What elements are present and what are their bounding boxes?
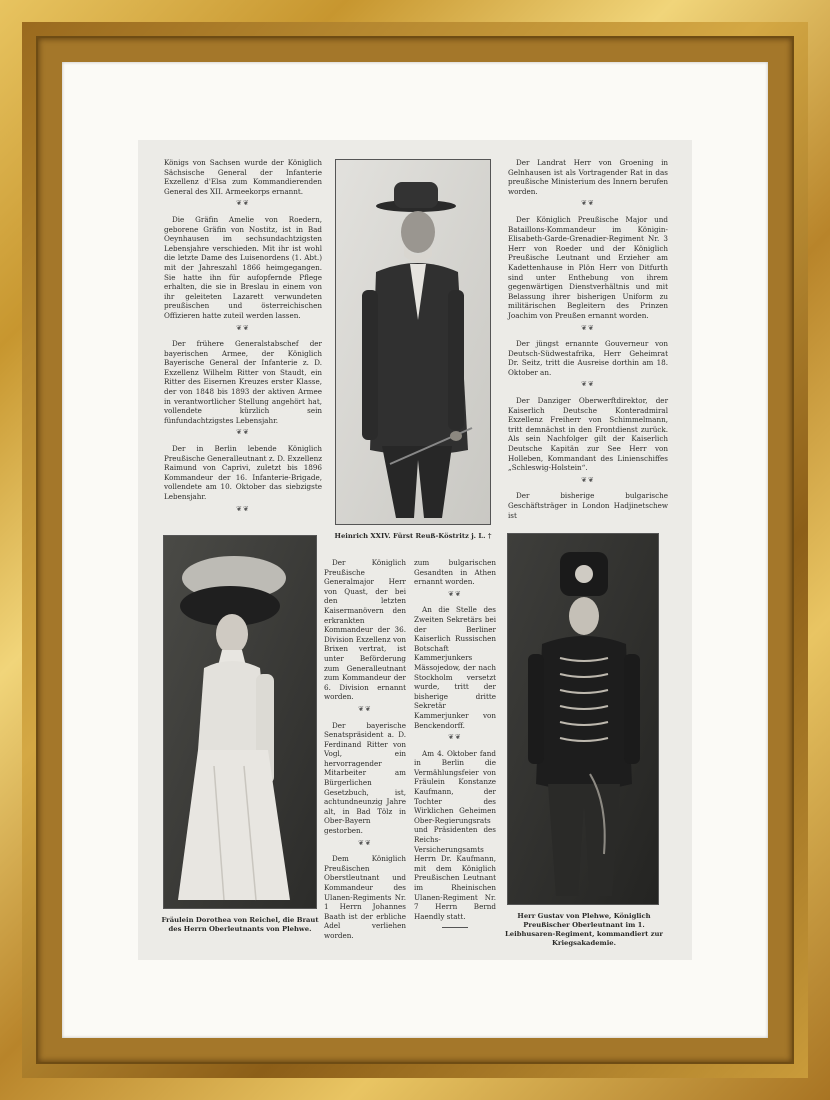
paragraph: Am 4. Oktober fand in Berlin die Vermählungsfeier von Fräulein Konstanze Kaufmann, der Tochter des Wirklichen Geheimen Ober-Regierungsrats und Präsidenten des Reichs-Versicherungsamts Herrn Dr. Kaufmann, mit dem Königlich Preußischen Leutnant im Rheinischen Ulanen-Regiment Nr. 7 Herrn Bernd Haendly statt.	[414, 748, 496, 921]
ornament: ❦❦	[581, 475, 595, 484]
paragraph: Der Danziger Oberwerftdirektor, der Kaiserlich Deutsche Konteradmiral Exzellenz Freiherr von Schimmelmann, tritt demnächst in den Frontdienst zurück. Als sein Nachfolger gilt der Kaiserlich Deutsche Kapitän zur See Herr von Holleben, Kommandant des Linienschiffes „Schleswig-Holstein“.	[508, 396, 668, 473]
paragraph: Der jüngst ernannte Gouverneur von Deutsch-Südwestafrika, Herr Geheimrat Dr. Seitz, tritt die Ausreise dorthin am 18. Oktober an.	[508, 339, 668, 377]
portrait-hussar-officer-image	[508, 534, 658, 904]
portrait-woman-image	[164, 536, 316, 908]
ornament: ❦❦	[448, 733, 462, 742]
caption-top-photo: Heinrich XXIV. Fürst Reuß-Köstritz j. L. †	[334, 532, 492, 540]
portrait-photo-dorothea	[164, 536, 316, 908]
ornament: ❦❦	[581, 323, 595, 332]
paragraph: Der in Berlin lebende Königlich Preußische Generalleutnant z. D. Exzellenz Raimund von Caprivi, zuletzt bis 1896 Kommandeur der 16. Infanterie-Brigade, vollendete am 10. Oktober das siebzigste Lebensjahr.	[164, 444, 322, 501]
paragraph: Dem Königlich Preußischen Oberstleutnant und Kommandeur des Ulanen-Regiments Nr. 1 Herrn Johannes Baath ist der erbliche Adel verliehen worden.	[324, 854, 406, 940]
caption-bottom-left-photo: Fräulein Dorothea von Reichel, die Braut des Herrn Oberleutnants von Plehwe.	[161, 916, 319, 933]
column-left-top	[164, 158, 322, 520]
paragraph: Der Landrat Herr von Groening in Gelnhausen ist als Vortragender Rat in das preußische Ministerium des Innern berufen worden.	[508, 158, 668, 196]
portrait-photo-gustav	[508, 534, 658, 904]
paragraph: zum bulgarischen Gesandten in Athen ernannt worden.	[414, 558, 496, 587]
end-rule	[442, 927, 468, 928]
column-right-top	[508, 158, 668, 523]
paragraph: An die Stelle des Zweiten Sekretärs bei der Berliner Kaiserlich Russischen Botschaft Kammerjunkers Mässojedow, der nach Stockholm versetzt wurde, tritt der bisherige dritte Sekretär Kammerjunker von Benckendorff.	[414, 605, 496, 730]
ornament: ❦❦	[358, 838, 372, 847]
column-middle-a	[324, 558, 406, 944]
ornament: ❦❦	[236, 504, 250, 513]
paragraph: Die Gräfin Amelie von Roedern, geborene Gräfin von Nostitz, ist in Bad Oeynhausen im sechsundachtzigsten Lebensjahre verschieden. Mit ihr ist wohl die letzte Dame des Luisenordens (1. Abt.) mit der Jahreszahl 1866 heimgegangen. Sie hatte ihn für aufopfernde Pflege erhalten, die sie in Breslau in einem von ihr geleiteten Lazarett verwundeten preußischen und österreichischen Offizieren hatte zuteil werden lassen.	[164, 214, 322, 320]
ornament: ❦❦	[358, 704, 372, 713]
paragraph: Der bisherige bulgarische Geschäftsträger in London Hadjinetschew ist	[508, 491, 668, 520]
ornament: ❦❦	[581, 380, 595, 389]
paragraph: Der frühere Generalstabschef der bayerischen Armee, der Königlich Bayerische General der Infanterie z. D. Exzellenz Wilhelm Ritter von Staudt, ein Ritter des Eisernen Kreuzes erster Klasse, der von 1848 bis 1893 der aktiven Armee in verantwortlicher Stellung angehört hat, vollendete kürzlich sein fünfundachtzigstes Lebensjahr.	[164, 339, 322, 425]
ornament: ❦❦	[581, 199, 595, 208]
ornament: ❦❦	[236, 428, 250, 437]
caption-bottom-right-photo: Herr Gustav von Plehwe, Königlich Preußischer Oberleutnant im 1. Leibhusaren-Regiment, kommandiert zur Kriegsakademie.	[505, 912, 663, 947]
paragraph: Königs von Sachsen wurde der Königlich Sächsische General der Infanterie Exzellenz d'Elsa zum Kommandierenden General des XII. Armeekorps ernannt.	[164, 158, 322, 196]
paragraph: Der bayerische Senatspräsident a. D. Ferdinand Ritter von Vogl, ein hervorragender Mitarbeiter am Bürgerlichen Gesetzbuch, ist, achtundneunzig Jahre alt, in Bad Tölz in Ober-Bayern gestorben.	[324, 720, 406, 836]
paragraph: Der Königlich Preußische Generalmajor Herr von Quast, der bei den letzten Kaisermanövern den erkrankten Kommandeur der 36. Division Exzellenz von Brixen vertrat, ist unter Beförderung zum Generalleutnant zum Kommandeur der 6. Division ernannt worden.	[324, 558, 406, 702]
portrait-photo-heinrich	[336, 160, 490, 524]
ornament: ❦❦	[448, 589, 462, 598]
ornament: ❦❦	[236, 323, 250, 332]
paragraph: Der Königlich Preußische Major und Bataillons-Kommandeur im Königin-Elisabeth-Garde-Grenadier-Regiment Nr. 3 Herr von Roeder und der Königlich Preußische Leutnant und Erzieher am Kadettenhause in Plön Herr von Ditfurth sind unter Enthebung von ihrem gegenwärtigen Dienstverhältnis und mit Belassung ihrer bisherigen Uniform zu militärischen Begleitern des Prinzen Joachim von Preußen ernannt worden.	[508, 214, 668, 320]
print-sheet	[138, 140, 692, 960]
ornament: ❦❦	[236, 199, 250, 208]
portrait-man-hat-image	[336, 160, 490, 524]
column-middle-b	[414, 558, 496, 928]
